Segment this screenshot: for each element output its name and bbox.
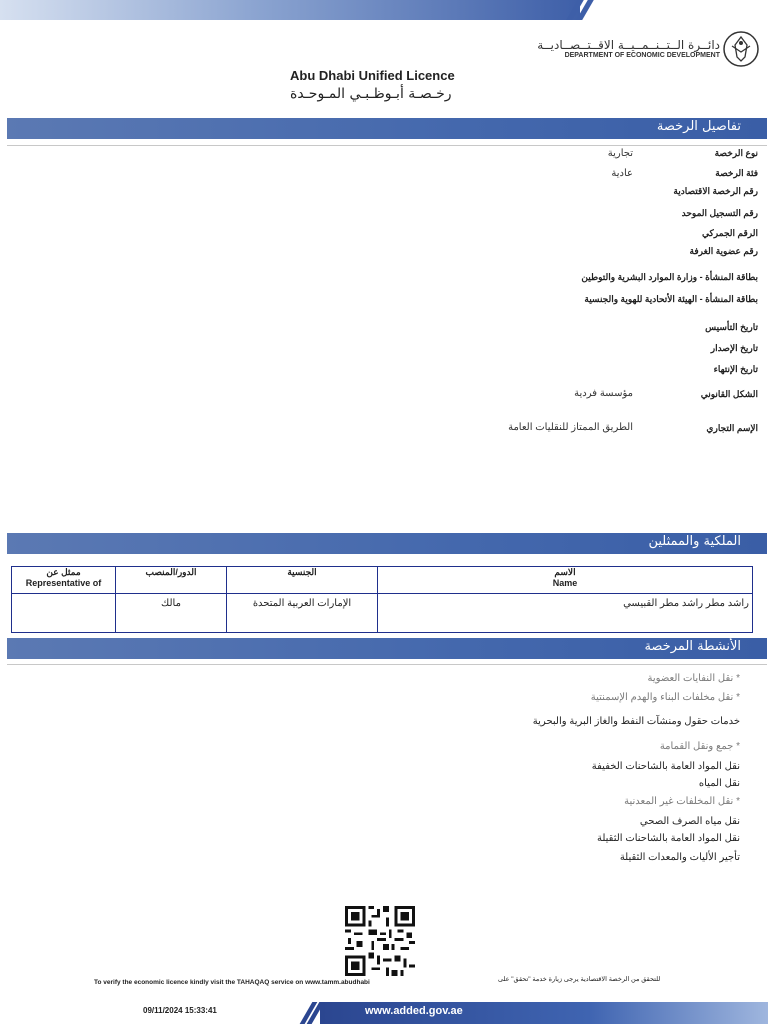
col-header-nationality bbox=[227, 567, 378, 594]
activity-item: تأجير الأليات والمعدات الثقيلة bbox=[619, 852, 740, 863]
website-link[interactable]: www.added.gov.ae bbox=[365, 1005, 463, 1017]
activity-item: نقل مياه الصرف الصحي bbox=[639, 816, 740, 827]
verification-qr-code[interactable] bbox=[344, 906, 416, 976]
activity-item: * نقل مخلفات البناء والهدم الإسمنتية bbox=[590, 692, 740, 703]
activity-item: نقل المياه bbox=[698, 778, 740, 789]
licence-details-header bbox=[7, 118, 767, 139]
col-header-representative bbox=[12, 567, 116, 594]
verification-note-arabic: للتحقق من الرخصة الاقتصادية يرجى زيارة خدمة "تحقق" على bbox=[498, 976, 661, 983]
activity-item: * نقل النفايات العضوية bbox=[647, 673, 740, 684]
activity-item: * جمع ونقل القمامة bbox=[659, 741, 740, 752]
owners-table bbox=[11, 566, 753, 633]
verification-note-english: To verify the economic licence kindly visit the TAHAQAQ service on www.tamm.abudhabi bbox=[94, 979, 370, 986]
col-header-rep-ar: ممثل عن bbox=[46, 567, 81, 577]
owners-table-header bbox=[12, 567, 753, 594]
cell-representative bbox=[12, 594, 116, 633]
cell-name: راشد مطر راشد مطر القبيسي bbox=[378, 594, 753, 633]
licence-details-title: تفاصيل الرخصة bbox=[656, 119, 741, 134]
activity-item: نقل المواد العامة بالشاحنات الثقيلة bbox=[596, 833, 740, 844]
table-row bbox=[12, 594, 753, 633]
field-label: الشكل القانوني bbox=[700, 389, 758, 399]
ownership-title: الملكية والممثلين bbox=[648, 534, 741, 549]
field-label: رقم عضوية الغرفة bbox=[689, 246, 758, 256]
department-name-arabic: دائــرة الــتــنــمــيــة الاقــتــصــاديــة bbox=[537, 38, 720, 52]
print-timestamp: 09/11/2024 15:33:41 bbox=[143, 1006, 217, 1015]
header-decor-bar bbox=[0, 0, 580, 20]
document-title-english: Abu Dhabi Unified Licence bbox=[290, 68, 455, 83]
col-header-name-en: Name bbox=[552, 578, 578, 588]
divider bbox=[7, 664, 767, 665]
abu-dhabi-falcon-emblem-icon bbox=[722, 30, 760, 68]
field-label: بطاقة المنشأة - وزارة الموارد البشرية والتوطين bbox=[581, 272, 758, 282]
activities-header bbox=[7, 638, 767, 659]
activity-item: خدمات حقول ومنشآت النفط والغاز البرية والبحرية bbox=[532, 716, 740, 727]
field-label: الإسم التجاري bbox=[706, 423, 758, 433]
activity-item: * نقل المخلفات غير المعدنية bbox=[624, 796, 740, 807]
cell-nationality: الإمارات العربية المتحدة bbox=[227, 594, 378, 633]
ownership-header bbox=[7, 533, 767, 554]
activities-title: الأنشطة المرخصة bbox=[644, 639, 741, 654]
field-label: رقم التسجيل الموحد bbox=[681, 208, 758, 218]
field-label: تاريخ الإصدار bbox=[710, 343, 758, 353]
field-label: الرقم الجمركي bbox=[701, 228, 758, 238]
field-label: بطاقة المنشأة - الهيئة الأتحادية للهوية والجنسية bbox=[584, 294, 758, 304]
activity-item: نقل المواد العامة بالشاحنات الخفيفة bbox=[591, 761, 740, 772]
cell-role: مالك bbox=[116, 594, 227, 633]
col-header-rep-en: Representative of bbox=[25, 578, 102, 588]
col-header-role-label: الدور/المنصب bbox=[145, 567, 197, 577]
field-label: رقم الرخصة الاقتصادية bbox=[673, 186, 758, 196]
field-value: مؤسسة فردية bbox=[574, 388, 633, 399]
document-title-arabic: رخـصـة أبـوظـبـي المـوحـدة bbox=[290, 86, 452, 102]
field-value: الطريق الممتاز للنقليات العامة bbox=[508, 422, 633, 433]
department-name-english: DEPARTMENT OF ECONOMIC DEVELOPMENT bbox=[564, 52, 720, 59]
col-header-nationality-label: الجنسية bbox=[287, 567, 317, 577]
footer-bar bbox=[320, 1002, 768, 1024]
field-label: نوع الرخصة bbox=[714, 148, 758, 158]
field-label: تاريخ التأسيس bbox=[705, 322, 758, 332]
col-header-role bbox=[116, 567, 227, 594]
field-value: تجارية bbox=[607, 148, 633, 159]
field-label: تاريخ الإنتهاء bbox=[713, 364, 758, 374]
divider bbox=[7, 145, 767, 146]
field-label: فئة الرخصة bbox=[715, 168, 758, 178]
field-value: عادية bbox=[611, 168, 633, 179]
col-header-name bbox=[378, 567, 753, 594]
col-header-name-ar: الاسم bbox=[554, 567, 576, 577]
